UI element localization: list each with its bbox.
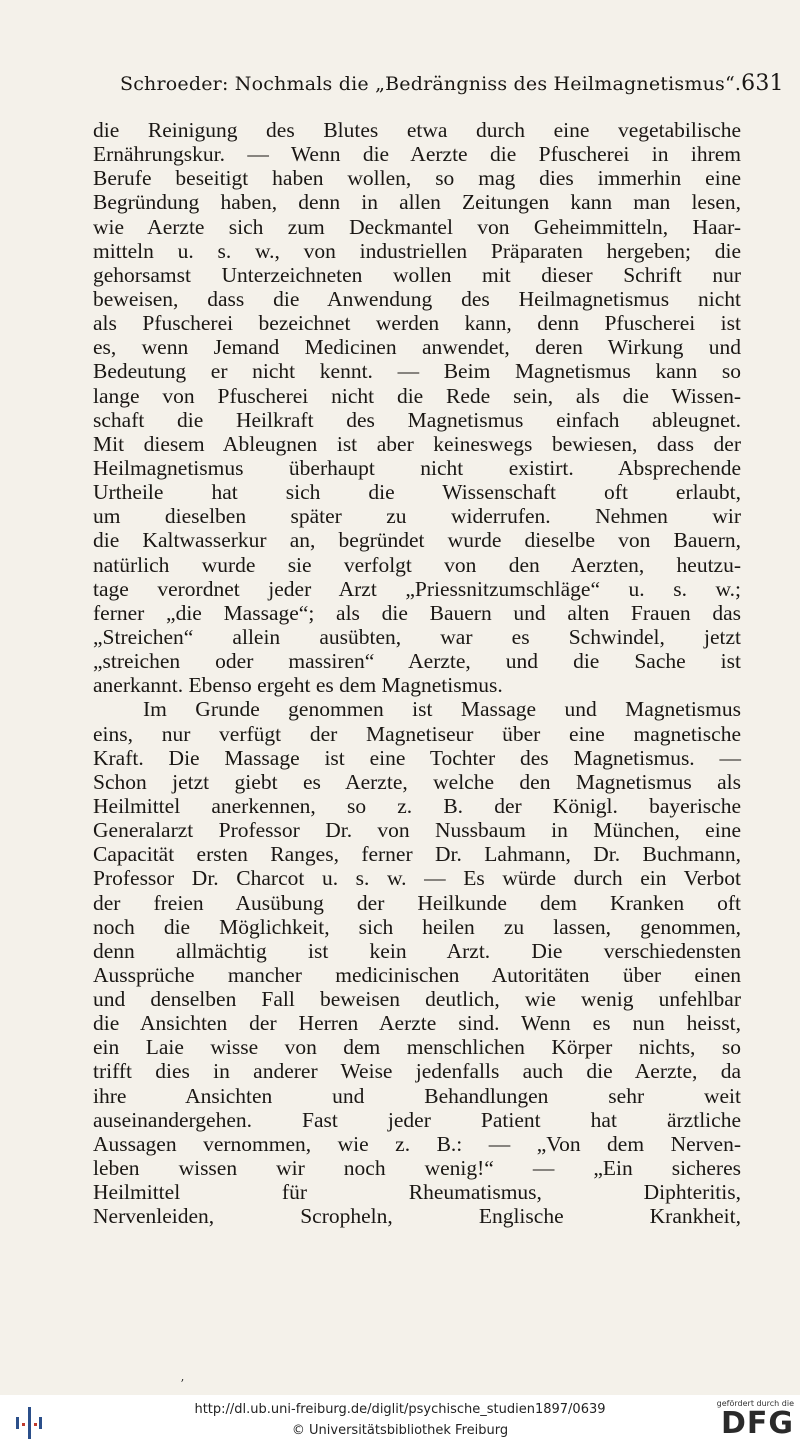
text-line: lange von Pfuscherei nicht die Rede sein, als die Wissen- <box>93 383 741 408</box>
stray-mark: ʼ <box>180 1377 184 1391</box>
dfg-logo[interactable] <box>706 1399 794 1449</box>
text-line: mitteln u. s. w., von industriellen Präparaten hergeben; die <box>93 238 741 263</box>
text-line: trifft dies in anderer Weise jedenfalls auch die Aerzte, da <box>93 1059 741 1084</box>
text-line: auseinandergehen. Fast jeder Patient hat ärztliche <box>93 1107 741 1132</box>
text-line: es, wenn Jemand Medicinen anwendet, deren Wirkung und <box>93 335 741 360</box>
text-line: wie Aerzte sich zum Deckmantel von Geheimmitteln, Haar- <box>93 214 741 239</box>
text-line: als Pfuscherei bezeichnet werden kann, denn Pfuscherei ist <box>93 311 741 336</box>
text-line: leben wissen wir noch wenig!“ — „Ein sicheres <box>93 1156 741 1181</box>
text-line: Heilmittel für Rheumatismus, Diphteritis, <box>93 1180 741 1205</box>
text-line: die Kaltwasserkur an, begründet wurde dieselbe von Bauern, <box>93 528 741 553</box>
text-line: Mit diesem Ableugnen ist aber keineswegs bewiesen, dass der <box>93 431 741 456</box>
text-line: Capacität ersten Ranges, ferner Dr. Lahmann, Dr. Buchmann, <box>93 842 741 867</box>
page-number: 631 <box>741 71 784 96</box>
text-line: tage verordnet jeder Arzt „Priessnitzumschläge“ u. s. w.; <box>93 576 741 601</box>
text-line: Ernährungskur. — Wenn die Aerzte die Pfuscherei in ihrem <box>93 142 741 167</box>
footer-bar <box>0 1395 800 1451</box>
text-line: Heilmittel anerkennen, so z. B. der Königl. bayerische <box>93 793 741 818</box>
text-line: Schon jetzt giebt es Aerzte, welche den Magnetismus als <box>93 769 741 794</box>
copyright-text: © Universitätsbibliothek Freiburg <box>291 1423 509 1438</box>
text-line: denn allmächtig ist kein Arzt. Die verschiedensten <box>93 938 741 963</box>
dfg-logo-text: DFG <box>720 1406 794 1441</box>
text-line: Kraft. Die Massage ist eine Tochter des Magnetismus. — <box>93 745 741 770</box>
text-line: Nervenleiden, Scropheln, Englische Krankheit, <box>93 1204 741 1229</box>
text-line: die Ansichten der Herren Aerzte sind. Wenn es nun heisst, <box>93 1011 741 1036</box>
running-head <box>120 71 784 96</box>
text-line: Generalarzt Professor Dr. von Nussbaum in München, eine <box>93 818 741 843</box>
text-line: noch die Möglichkeit, sich heilen zu lassen, genommen, <box>93 914 741 939</box>
text-line: Professor Dr. Charcot u. s. w. — Es würde durch ein Verbot <box>93 866 741 891</box>
text-line: ferner „die Massage“; als die Bauern und alten Frauen das <box>93 600 741 625</box>
text-line: ein Laie wisse von dem menschlichen Körper nichts, so <box>93 1035 741 1060</box>
text-line: natürlich wurde sie verfolgt von den Aerzten, heutzu- <box>93 552 741 577</box>
text-line: beweisen, dass die Anwendung des Heilmagnetismus nicht <box>93 286 741 311</box>
text-line: Urtheile hat sich die Wissenschaft oft erlaubt, <box>93 480 741 505</box>
document-url-link[interactable]: http://dl.ub.uni-freiburg.de/diglit/psychische_studien1897/0639 <box>194 1402 606 1417</box>
text-line: Aussagen vernommen, wie z. B.: — „Von dem Nerven- <box>93 1131 741 1156</box>
text-line: Berufe beseitigt haben wollen, so mag dies immerhin eine <box>93 166 741 191</box>
text-line: eins, nur verfügt der Magnetiseur über eine magnetische <box>93 721 741 746</box>
sponsor-caption: gefördert durch die <box>716 1399 794 1408</box>
body-text <box>93 118 741 1228</box>
text-line: „Streichen“ allein ausübten, war es Schwindel, jetzt <box>93 624 741 649</box>
text-line: und denselben Fall beweisen deutlich, wie wenig unfehlbar <box>93 987 741 1012</box>
text-line: „streichen oder massiren“ Aerzte, und die Sache ist <box>93 649 741 674</box>
text-line: Aussprüche mancher medicinischen Autoritäten über einen <box>93 962 741 987</box>
text-line: die Reinigung des Blutes etwa durch eine vegetabilische <box>93 118 741 142</box>
text-line: gehorsamst Unterzeichneten wollen mit dieser Schrift nur <box>93 262 741 287</box>
text-line: Im Grunde genommen ist Massage und Magnetismus <box>143 697 741 722</box>
text-line: Heilmagnetismus überhaupt nicht existirt. Absprechende <box>93 455 741 480</box>
text-line: schaft die Heilkraft des Magnetismus einfach ableugnet. <box>93 407 741 432</box>
text-line: Begründung haben, denn in allen Zeitungen kann man lesen, <box>93 190 741 215</box>
text-line: anerkannt. Ebenso ergeht es dem Magnetismus. <box>93 673 503 698</box>
text-line: um dieselben später zu widerrufen. Nehmen wir <box>93 504 741 529</box>
text-line: der freien Ausübung der Heilkunde dem Kranken oft <box>93 890 741 915</box>
text-line: ihre Ansichten und Behandlungen sehr weit <box>93 1083 741 1108</box>
running-title: Schroeder: Nochmals die „Bedrängniss des Heilmagnetismus“. <box>120 73 742 95</box>
text-line: Bedeutung er nicht kennt. — Beim Magnetismus kann so <box>93 359 741 384</box>
